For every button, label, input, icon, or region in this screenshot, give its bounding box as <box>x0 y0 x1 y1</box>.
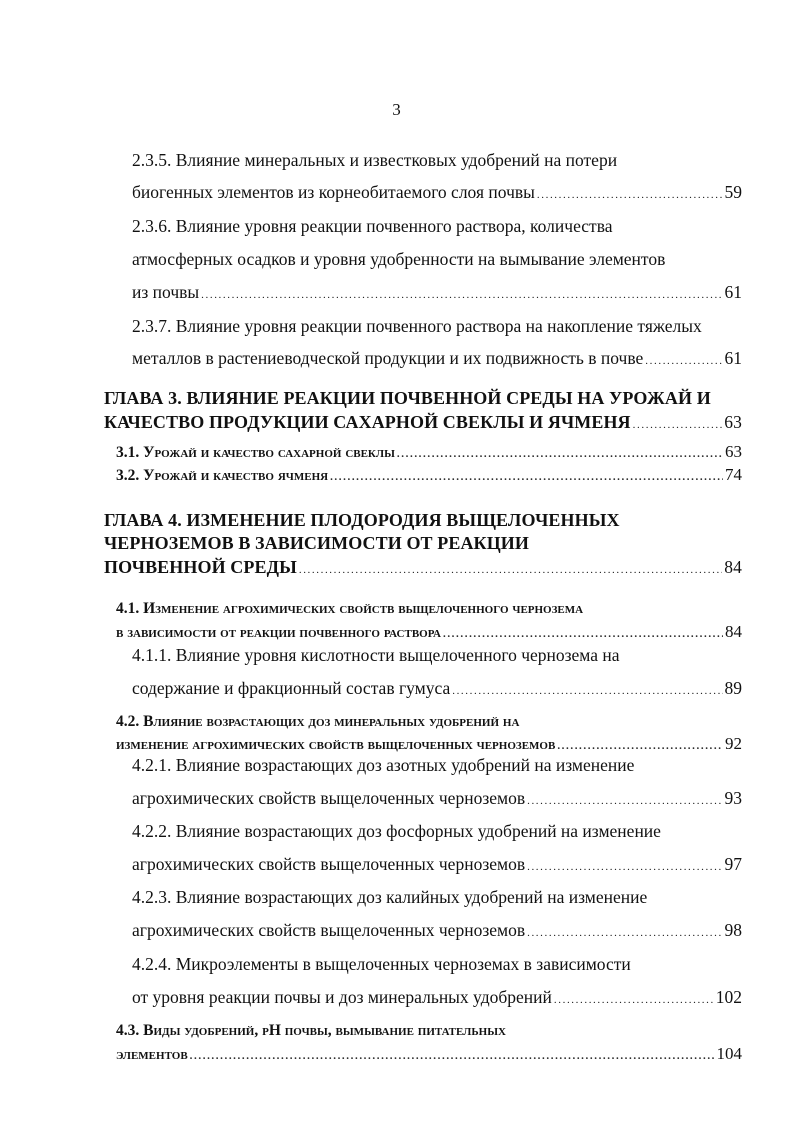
toc-page-number: 59 <box>724 182 742 202</box>
toc-entry-4-2-4[interactable] <box>132 986 742 1011</box>
toc-page-number: 84 <box>724 557 742 577</box>
toc-page-number: 84 <box>725 622 742 641</box>
dot-leader <box>201 284 722 306</box>
toc-page-number: 61 <box>724 282 742 302</box>
dot-leader <box>554 989 714 1011</box>
dot-leader <box>645 350 722 372</box>
toc-page-number: 92 <box>725 734 742 753</box>
toc-entry-2-3-6-line3: из почвы <box>132 282 200 302</box>
toc-entry-3-2[interactable] <box>116 464 742 488</box>
toc-entry-4-2-line1: 4.2. Влияние возрастающих доз минеральных удобрений на <box>116 713 520 730</box>
toc-entry-4-2-line2: изменение агрохимических свойств выщелоченных черноземов <box>116 736 556 753</box>
toc-entry-4-2-2-line2: агрохимических свойств выщелоченных черноземов <box>132 854 526 874</box>
toc-entry-3-1-title: 3.1. Урожай и качество сахарной свеклы <box>116 444 395 461</box>
dot-leader <box>299 559 722 581</box>
toc-entry-4-1-line1: 4.1. Изменение агрохимических свойств выщелоченного чернозема <box>116 600 584 617</box>
toc-entry-2-3-7-line1: 2.3.7. Влияние уровня реакции почвенного раствора на накопление тяжелых <box>132 316 702 336</box>
toc-entry-4-2-1-line1: 4.2.1. Влияние возрастающих доз азотных удобрений на изменение <box>132 755 635 775</box>
dot-leader <box>397 443 723 465</box>
toc-page-number: 102 <box>715 987 742 1007</box>
toc-entry-4-2-4-line2: от уровня реакции почвы и доз минеральных удобрений <box>132 987 552 1007</box>
dot-leader <box>330 466 723 488</box>
toc-entry-4-3-line1: 4.3. Виды удобрений, pH почвы, вымывание питательных <box>116 1022 506 1039</box>
toc-entry-2-3-6-line2: атмосферных осадков и уровня удобренности на вымывание элементов <box>132 249 666 269</box>
toc-entry-4-2-1[interactable] <box>132 787 742 812</box>
toc-entry-2-3-5-line2: биогенных элементов из корнеобитаемого слоя почвы <box>132 182 535 202</box>
toc-entry-4-2-3-line1: 4.2.3. Влияние возрастающих доз калийных удобрений на изменение <box>132 887 648 907</box>
toc-entry-4-1-1-line1: 4.1.1. Влияние уровня кислотности выщелоченного чернозема на <box>132 645 620 665</box>
toc-entry-4-3-line2: элементов <box>116 1046 188 1063</box>
dot-leader <box>527 790 722 812</box>
toc-entry-2-3-5[interactable] <box>132 181 742 206</box>
page-number: 3 <box>392 100 401 119</box>
toc-entry-4-2-3[interactable] <box>132 919 742 944</box>
toc-chapter-3[interactable] <box>104 411 742 436</box>
toc-entry-2-3-7-line2: металлов в растениеводческой продукции и их подвижность в почве <box>132 348 644 368</box>
toc-page-number: 89 <box>724 678 742 698</box>
dot-leader <box>443 623 723 645</box>
chapter-3-title-line2: КАЧЕСТВО ПРОДУКЦИИ САХАРНОЙ СВЕКЛЫ И ЯЧМЕНЯ <box>104 412 631 432</box>
toc-entry-4-1-line2: в зависимости от реакции почвенного раствора <box>116 624 441 641</box>
chapter-4-title-line1: ГЛАВА 4. ИЗМЕНЕНИЕ ПЛОДОРОДИЯ ВЫЩЕЛОЧЕННЫХ <box>104 510 620 530</box>
toc-page-number: 74 <box>725 465 742 484</box>
toc-entry-2-3-7[interactable] <box>132 347 742 372</box>
toc-entry-2-3-6[interactable] <box>132 281 742 306</box>
toc-page-number: 98 <box>724 920 742 940</box>
dot-leader <box>190 1045 715 1067</box>
toc-entry-4-1-1[interactable] <box>132 677 742 702</box>
toc-page-number: 63 <box>724 412 742 432</box>
toc-page-number: 93 <box>724 788 742 808</box>
toc-entry-4-3[interactable] <box>116 1043 742 1067</box>
chapter-4-title-line2: ЧЕРНОЗЕМОВ В ЗАВИСИМОСТИ ОТ РЕАКЦИИ <box>104 533 530 553</box>
chapter-3-title-line1: ГЛАВА 3. ВЛИЯНИЕ РЕАКЦИИ ПОЧВЕННОЙ СРЕДЫ НА УРОЖАЙ И <box>104 388 711 408</box>
toc-page-number: 104 <box>716 1044 742 1063</box>
toc-entry-4-2-4-line1: 4.2.4. Микроэлементы в выщелоченных черноземах в зависимости <box>132 954 631 974</box>
toc-page-number: 63 <box>725 442 742 461</box>
toc-entry-4-1[interactable] <box>116 621 742 645</box>
toc-entry-4-2-3-line2: агрохимических свойств выщелоченных черноземов <box>132 920 526 940</box>
toc-page-number: 61 <box>724 348 742 368</box>
dot-leader <box>527 856 722 878</box>
dot-leader <box>633 414 723 436</box>
dot-leader <box>452 680 722 702</box>
toc-chapter-4[interactable] <box>104 556 742 581</box>
toc-entry-4-2-1-line2: агрохимических свойств выщелоченных черноземов <box>132 788 526 808</box>
toc-entry-3-1[interactable] <box>116 441 742 465</box>
toc-page-number: 97 <box>724 854 742 874</box>
toc-entry-2-3-6-line1: 2.3.6. Влияние уровня реакции почвенного раствора, количества <box>132 216 613 236</box>
toc-entry-4-2-2-line1: 4.2.2. Влияние возрастающих доз фосфорных удобрений на изменение <box>132 821 661 841</box>
toc-entry-2-3-5-line1: 2.3.5. Влияние минеральных и известковых удобрений на потери <box>132 150 618 170</box>
chapter-4-title-line3: ПОЧВЕННОЙ СРЕДЫ <box>104 557 297 577</box>
dot-leader <box>537 184 723 206</box>
toc-entry-4-1-1-line2: содержание и фракционный состав гумуса <box>132 678 451 698</box>
toc-entry-3-2-title: 3.2. Урожай и качество ячменя <box>116 467 329 484</box>
dot-leader <box>527 922 722 944</box>
toc-entry-4-2-2[interactable] <box>132 853 742 878</box>
